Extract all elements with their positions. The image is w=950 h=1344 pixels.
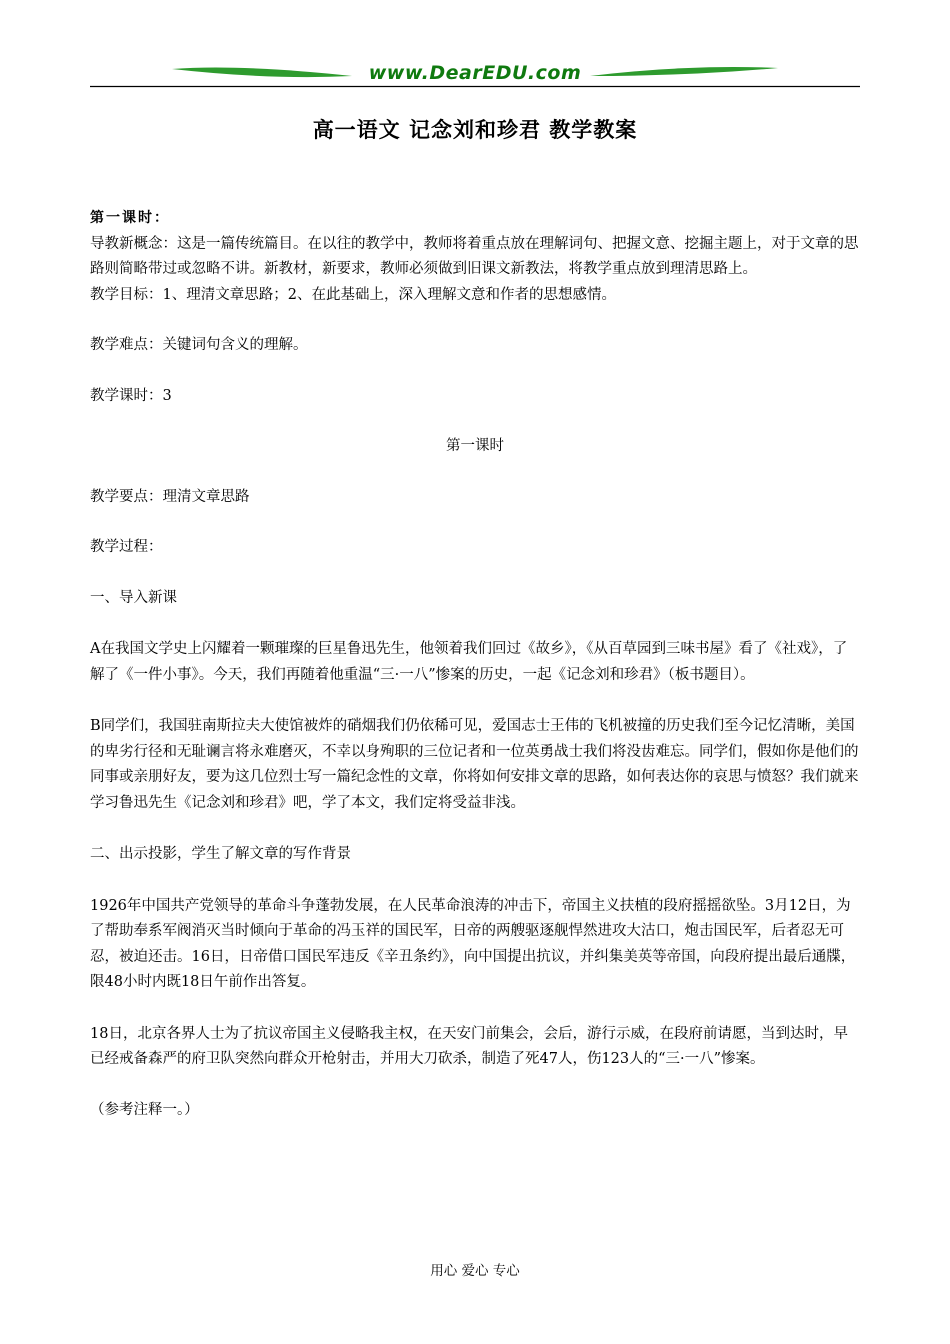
goals-paragraph: 教学目标：1、理清文章思路；2、在此基础上，深入理解文意和作者的思想感情。	[90, 286, 616, 303]
background-paragraph-1: 1926年中国共产党领导的革命斗争蓬勃发展，在人民革命浪涛的冲击下，帝国主义扶植的段府摇摇欲坠。3月12日，为了帮助奉系军阀消灭当时倾向于革命的冯玉祥的国民军，日帝的两艘驱逐舰悍然进攻大沽口，炮击国民军，后者忍无可忍，被迫还击。16日，日帝借口国民军违反《辛丑条约》，向中国提出抗议，并纠集美英等帝国，向段府提出最后通牒，限48小时内既18日午前作出答复。	[90, 897, 856, 990]
page-footer: 用心 爱心 专心	[430, 1263, 520, 1279]
paragraph-a: A在我国文学史上闪耀着一颗璀璨的巨星鲁迅先生，他领着我们回过《故乡》，《从百草园到三味书屋》看了《社戏》，了解了《一件小事》。今天，我们再随着他重温“三·一八”惨案的历史，一起《记念刘和珍君》（板书题目）。	[90, 641, 848, 683]
page-title: 高一语文 记念刘和珍君 教学教案	[312, 118, 638, 142]
background-paragraph-2: 18日，北京各界人士为了抗议帝国主义侵略我主权，在天安门前集会，会后，游行示威，在段府前请愿，当到达时，早已经戒备森严的府卫队突然向群众开枪射击，并用大刀砍杀，制造了死47人，伤123人的“三·一八”惨案。	[90, 1025, 848, 1067]
period-title: 第一课时	[446, 438, 504, 454]
difficulty-paragraph: 教学难点：关键词句含义的理解。	[90, 337, 308, 353]
step-one-heading: 一、导入新课	[90, 589, 177, 606]
step-two-heading: 二、出示投影，学生了解文章的写作背景	[90, 846, 351, 862]
intro-paragraph: 导教新概念：这是一篇传统篇目。在以往的教学中，教师将着重点放在理解词句、把握文意、挖掘主题上，对于文章的思路则简略带过或忽略不讲。新教材，新要求，教师必须做到旧课文新教法，将教学重点放到理清思路上。	[90, 235, 859, 277]
header-banner	[90, 56, 860, 90]
lesson-heading: 第一课时：	[90, 210, 170, 226]
paragraph-b: B同学们，我国驻南斯拉夫大使馆被炸的硝烟我们仍依稀可见，爱国志士王伟的飞机被撞的历史我们至今记忆清晰，美国的卑劣行径和无耻谰言将永难磨灭，不幸以身殉职的三位记者和一位英勇战士我们将没齿难忘。同学们，假如你是他们的同事或亲朋好友，要为这几位烈士写一篇纪念性的文章，你将如何安排文章的思路，如何表达你的哀思与愤怒？我们就来学习鲁迅先生《记念刘和珍君》吧，学了本文，我们定将受益非浅。	[90, 718, 859, 811]
key-points-paragraph: 教学要点：理清文章思路	[90, 488, 250, 505]
site-logo-text: www.DearEDU.com	[368, 62, 582, 84]
reference-note: （参考注释一。）	[90, 1101, 199, 1118]
document-body	[90, 206, 860, 1123]
process-heading: 教学过程：	[90, 539, 163, 555]
hours-paragraph: 教学课时：3	[90, 387, 172, 404]
